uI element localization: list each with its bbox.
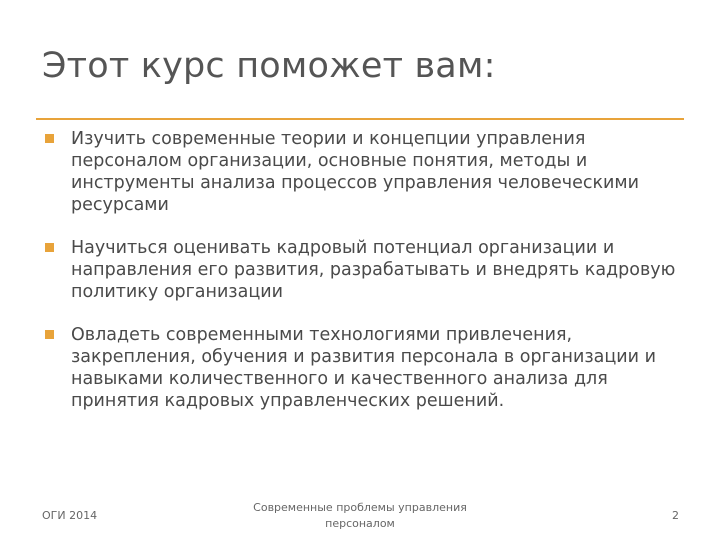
bullet-text-line: ресурсами (71, 195, 169, 215)
bullet-list (42, 128, 682, 433)
bullet-text-line: Изучить современные теории и концепции управления (71, 129, 586, 149)
bullet-text-line: закрепления, обучения и развития персонала в организации и (71, 347, 656, 367)
square-bullet-icon (45, 330, 54, 339)
square-bullet-icon (45, 134, 54, 143)
footer-course-title-line: Современные проблемы управления (253, 501, 467, 514)
bullet-item (42, 128, 682, 216)
square-bullet-icon (45, 243, 54, 252)
title-divider (36, 118, 684, 120)
bullet-text-line: направления его развития, разрабатывать и внедрять кадровую (71, 260, 676, 280)
bullet-item (42, 324, 682, 412)
footer-course-title-line: персоналом (325, 517, 395, 530)
footer-date: ОГИ 2014 (42, 509, 98, 522)
page-number: 2 (672, 509, 679, 522)
bullet-text-line: навыками количественного и качественного анализа для (71, 369, 608, 389)
bullet-text-line: инструменты анализа процессов управления человеческими (71, 173, 640, 193)
bullet-item (42, 237, 682, 303)
footer-course-title (250, 500, 470, 532)
bullet-text-line: принятия кадровых управленческих решений. (71, 391, 505, 411)
slide-title: Этот курс поможет вам: (42, 46, 496, 86)
bullet-text-line: Овладеть современными технологиями привлечения, (71, 325, 573, 345)
bullet-text-line: политику организации (71, 282, 283, 302)
bullet-text-line: персоналом организации, основные понятия, методы и (71, 151, 588, 171)
bullet-text-line: Научиться оценивать кадровый потенциал организации и (71, 238, 615, 258)
